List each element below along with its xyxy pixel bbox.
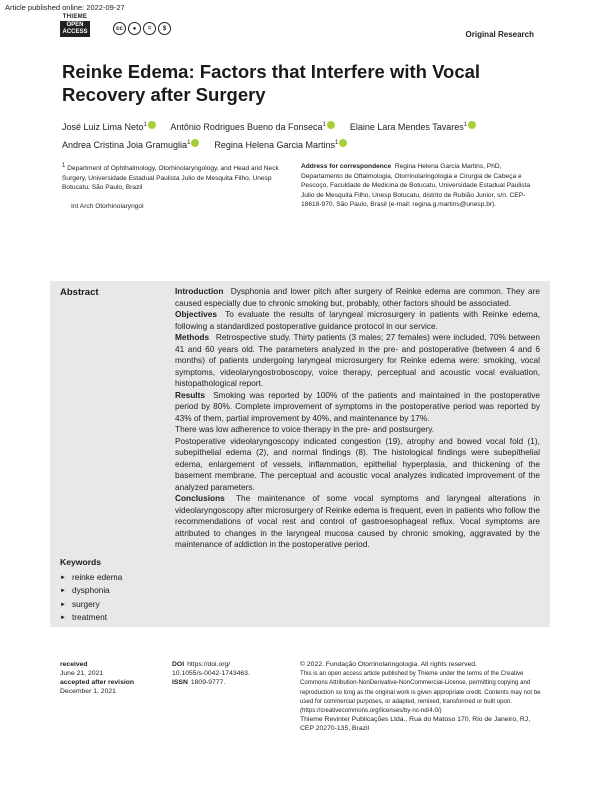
author-name[interactable]: Elaine Lara Mendes Tavares <box>349 122 464 132</box>
license-block <box>300 660 545 733</box>
abstract-introduction: Introduction Dysphonia and lower pitch after surgery of Reinke edema are common. They are caused especially due to chronic smoking but, probably, other factors should be associated. <box>175 286 540 308</box>
keyword-item[interactable]: ► surgery <box>60 598 122 611</box>
article-category: Original Research <box>465 30 534 39</box>
correspondence-address <box>301 162 541 210</box>
accepted-date: December 1, 2021 <box>60 688 116 695</box>
orcid-icon[interactable] <box>468 121 476 129</box>
correspondence-label: Address for correspondence <box>301 163 392 170</box>
author-list: José Luiz Lima Neto$^1$ Antônio Rodrigues Bueno da Fonseca$^1$ Elaine Lara Mendes Tavares$^1$ Andrea Cristina Joia Gramuglia$^1$ Regina Helena Garcia Martins$^1$ <box>62 117 542 153</box>
publication-date: Article published online: 2022-09-27 <box>5 3 125 12</box>
copyright-line: © 2022. Fundação Otorrinolaringologia. All rights reserved. <box>300 661 477 668</box>
article-dates <box>60 660 134 696</box>
license-text: This is an open access article published by Thieme under the terms of the Creative Commons Attribution-NonDerivative-NonCommercial-License, permitting copying and reproduction so long as the original work is given appropriate credit. Contents may not be used for commercial purposes, or adapted, remixed, transformed or built upon. (https://creativecommons.org/licenses/by-nc-nd/4.0/) <box>300 670 541 715</box>
logo-thieme-text: THIEME <box>62 14 88 20</box>
article-title: Reinke Edema: Factors that Interfere with Vocal Recovery after Surgery <box>62 61 481 105</box>
accepted-label: accepted after revision <box>60 679 135 686</box>
keyword-item[interactable]: ► reinke edema <box>60 571 122 584</box>
received-date: June 21, 2021 <box>60 670 104 677</box>
publisher-address: Thieme Revinter Publicações Ltda., Rua do Matoso 170, Rio de Janeiro, RJ, CEP 20270-135, Brazil <box>300 716 531 733</box>
logo-access-text: ACCESS <box>62 29 88 35</box>
orcid-icon[interactable] <box>148 121 156 129</box>
author-name[interactable]: Andrea Cristina Joia Gramuglia <box>62 140 188 150</box>
doi-url[interactable]: https://doi.org/ <box>187 661 231 668</box>
orcid-icon[interactable] <box>191 139 199 147</box>
received-label: received <box>60 661 88 668</box>
orcid-icon[interactable] <box>339 139 347 147</box>
logo-open-access-badge <box>60 21 90 37</box>
abstract-objectives: Objectives To evaluate the results of laryngeal microsurgery in patients with Reinke edema, following a standardized postoperative guidance protocol in our service. <box>175 309 541 331</box>
author-name[interactable]: Regina Helena Garcia Martins <box>214 140 335 150</box>
abstract-results-2: There was low adherence to voice therapy in the pre- and postsurgery. <box>175 424 435 434</box>
keyword-item[interactable]: ► dysphonia <box>60 584 122 597</box>
keywords-list <box>60 571 122 624</box>
author-name[interactable]: Antônio Rodrigues Bueno da Fonseca <box>170 122 323 132</box>
keyword-item[interactable]: ► treatment <box>60 611 122 624</box>
abstract-body <box>175 286 540 551</box>
abstract-heading: Abstract <box>60 287 99 298</box>
abstract-methods: Methods Retrospective study. Thirty patients (3 males; 27 females) were included, 70% between 41 and 60 years old. The parameters analyzed in the pre- and postoperative (between 4 and 6 months) of patients undergoing laryngeal microsurgery for Reinke edema were: smoking, vocal symptoms, videolaryngostroboscopy, voice therapy, perceptual and acoustic vocal evaluation, histopathological report. <box>175 332 540 388</box>
journal-name: Int Arch Otorhinolaryngol <box>71 203 144 210</box>
doi-block: DOI https://doi.org/ 10.1055/s-0042-1743463. ISSN 1809-9777. <box>172 661 250 686</box>
cc-icon: cc <box>113 22 126 35</box>
by-icon: ● <box>128 22 141 35</box>
correspondence-text: Regina Helena Garcia Martins, PhD, Departamento de Oftalmologia, Otorrinolaringologia e Cirurgia de Cabeça e Pescoço, Faculdade de Medicina de Botucatu, Universidade Estadual Paulista Julio de Mesquita Filho, Unesp Botucatu, distrito de Rubião Junior, s/n. CEP- 18618-970, São Paulo, Brasil (e-mail: regina.g.martins@unesp.br). <box>301 163 531 209</box>
affiliation: $^1$ Department of Ophthalmology, Otorhinolaryngology, and Head and Neck Surgery, Universidade Estadual Paulista Julio de Mesquita Filho, Unesp Botucatu, São Paulo, Brazil <box>62 163 279 192</box>
logo-open-text: OPEN <box>66 22 84 28</box>
author-name[interactable]: José Luiz Lima Neto <box>62 122 144 132</box>
abstract-results: Results Smoking was reported by 100% of the patients and maintained in the postoperative period by 80%. Complete improvement of symptoms in the postoperative period was reported by 43% of them, partial improvement by 40%, and maintenance by 17%. <box>175 389 540 423</box>
creative-commons-license-icons[interactable] <box>113 22 171 35</box>
abstract-results-3: Postoperative videolaryngoscopy indicated congestion (19), atrophy and bowed vocal fold (1), subepithelial edema (2), and normal findings (8). The histological findings were subepithelial edema, enlargement of vessels, inflammation, epithelial hyperplasia, and thickening of the basement membrane. The perceptual and acoustic vocal analyzes indicated improvement of the analyzed parameters. <box>175 435 540 492</box>
nc-icon: $ <box>158 22 171 35</box>
orcid-icon[interactable] <box>327 121 335 129</box>
issn-value: 1809-9777. <box>190 679 226 686</box>
nd-icon: = <box>143 22 156 35</box>
abstract-conclusions: Conclusions The maintenance of some vocal symptoms and laryngeal alterations in videolaryngoscopy after microsurgery of Reinke edema is frequent, even in patients who follow the recommendations of vocal rest and control of gastroesophageal reflux. Vocal symptoms are attributed to changes in the laryngeal mucosa caused by chronic smoking, aggravated by the maintenance of addiction in the postoperative period. <box>175 493 541 549</box>
doi-value[interactable]: 10.1055/s-0042-1743463. <box>172 670 250 677</box>
keywords-heading: Keywords <box>60 557 102 567</box>
thieme-open-access-logo[interactable] <box>60 14 90 44</box>
